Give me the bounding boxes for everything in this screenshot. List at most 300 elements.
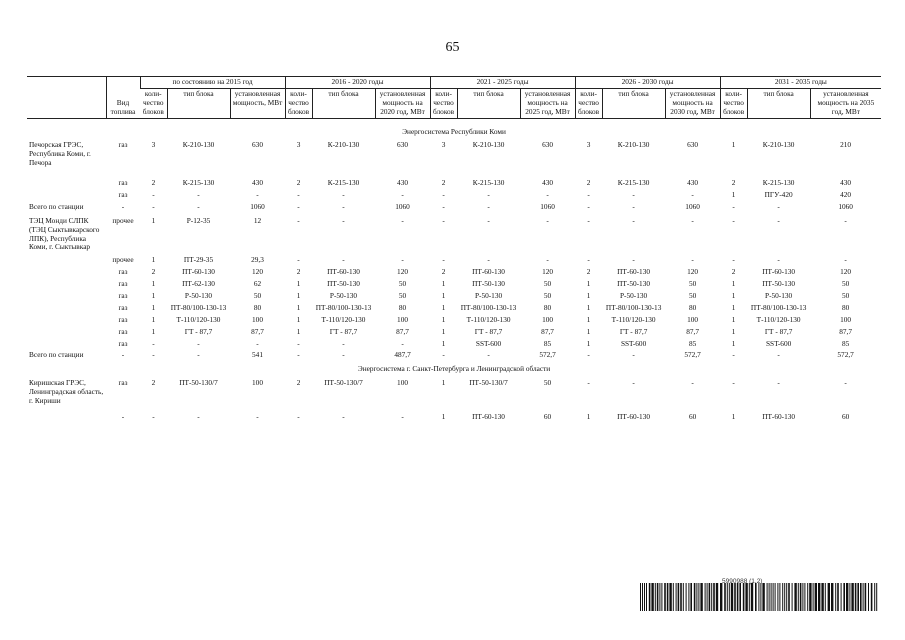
block-type: - (342, 350, 345, 360)
barcode-bar (751, 583, 753, 611)
block-count: 1 (586, 314, 591, 324)
station-name (27, 339, 106, 351)
block-type: - (632, 201, 635, 211)
barcode-bar (673, 583, 674, 611)
installed-capacity: 100 (397, 378, 408, 388)
barcode-bar (720, 583, 722, 611)
installed-capacity: 572,7 (539, 350, 556, 360)
header-count: коли-чество блоков (430, 88, 457, 118)
installed-capacity: 100 (252, 314, 263, 324)
block-count: 1 (731, 326, 736, 336)
block-count: 1 (296, 291, 301, 301)
barcode-bar (775, 583, 776, 611)
barcode-bar (709, 583, 711, 611)
fuel-type: газ (118, 378, 128, 388)
header-station (27, 77, 106, 119)
header-period: 2026 - 2030 годы (575, 77, 720, 89)
installed-capacity: 50 (398, 279, 407, 289)
block-type: - (487, 215, 490, 225)
installed-capacity: 85 (543, 338, 552, 348)
barcode-bar (707, 583, 708, 611)
barcode-bar (739, 583, 741, 611)
block-count: - (152, 411, 155, 421)
header-period: по состоянию на 2015 год (140, 77, 285, 89)
installed-capacity: - (546, 255, 549, 265)
installed-capacity: 80 (253, 302, 262, 312)
block-count: 1 (731, 314, 736, 324)
station-name (27, 291, 106, 303)
table-row (27, 267, 881, 279)
header-capacity: установленная мощность, МВт (230, 88, 285, 118)
installed-capacity: 80 (841, 302, 850, 312)
barcode-bar (716, 583, 718, 611)
block-type: - (342, 201, 345, 211)
barcode-bar (871, 583, 873, 611)
block-type: ПТ-50-130 (327, 279, 360, 289)
block-count: 2 (441, 178, 446, 188)
station-name: Печорская ГРЭС, Республика Коми, г. Печора (29, 140, 91, 168)
barcode-bar (767, 583, 768, 611)
station-name: ТЭЦ Монди СЛПК (ТЭЦ Сыктывкарского ЛПК), Республика Коми, г. Сыктывкар (29, 215, 100, 252)
installed-capacity: 29,3 (251, 255, 264, 265)
block-count: - (297, 255, 300, 265)
barcode-bar (773, 583, 774, 611)
installed-capacity: 100 (687, 314, 699, 324)
fuel-type: газ (118, 291, 128, 301)
barcode-bar (698, 583, 699, 611)
block-count: 1 (731, 338, 736, 348)
installed-capacity: 87,7 (251, 326, 264, 336)
block-type: ПТ-50-130 (617, 279, 650, 289)
block-count: - (297, 201, 300, 211)
fuel-type: прочее (112, 255, 134, 265)
block-type: - (632, 215, 635, 225)
barcode-bar (731, 583, 733, 611)
block-count: 2 (296, 178, 301, 188)
barcode-bar (792, 583, 793, 611)
block-type: - (197, 350, 200, 360)
barcode-bar (804, 583, 805, 611)
block-type: К-210-130 (762, 140, 795, 150)
barcode-bar (828, 583, 830, 611)
block-count: 2 (586, 267, 591, 277)
section-header (27, 362, 881, 378)
block-count: 1 (731, 140, 736, 150)
header-count: коли-чество блоков (720, 88, 747, 118)
block-count: - (442, 215, 445, 225)
block-count: 1 (441, 279, 446, 289)
block-count: - (732, 378, 735, 388)
installed-capacity: - (844, 255, 847, 265)
station-name (27, 315, 106, 327)
station-name (27, 178, 106, 190)
installed-capacity: - (546, 215, 549, 225)
block-type: - (487, 190, 490, 200)
barcode-bar (760, 583, 761, 611)
block-type: ПТ-60-130 (182, 267, 215, 277)
block-type: ПТ-60-130 (762, 267, 796, 277)
installed-capacity: 80 (543, 302, 552, 312)
fuel-type: - (121, 411, 125, 421)
block-count: - (297, 190, 300, 200)
installed-capacity: 60 (688, 411, 697, 421)
block-type: ГТ - 87,7 (474, 326, 503, 336)
installed-capacity: - (546, 190, 549, 200)
block-count: 1 (731, 411, 736, 421)
installed-capacity: 85 (841, 338, 850, 348)
installed-capacity: 210 (840, 140, 852, 150)
block-type: - (342, 255, 345, 265)
barcode-bar (743, 583, 745, 611)
block-count: - (297, 411, 300, 421)
block-type: Р-12-35 (186, 215, 211, 225)
block-count: 1 (441, 338, 446, 348)
barcode-bar (784, 583, 785, 611)
barcode-bar (724, 583, 726, 611)
barcode-bar (843, 583, 845, 611)
installed-capacity: 120 (687, 267, 699, 277)
installed-capacity: 630 (252, 140, 263, 150)
block-count: 1 (441, 314, 446, 324)
block-count: 1 (586, 291, 591, 301)
block-type: ГТ - 87,7 (619, 326, 648, 336)
block-count: 1 (151, 291, 156, 301)
block-type: - (197, 190, 200, 200)
table-body (27, 118, 881, 424)
block-count: - (297, 338, 300, 348)
barcode-number: 5990988 (1.2) (722, 578, 763, 585)
block-type: - (777, 378, 780, 388)
block-type: - (777, 350, 780, 360)
installed-capacity: 1060 (395, 201, 410, 211)
installed-capacity: 630 (397, 140, 408, 150)
block-type: Т-110/120-130 (321, 314, 366, 324)
installed-capacity: - (691, 190, 694, 200)
installed-capacity: - (401, 255, 404, 265)
block-type: ПТ-62-130 (182, 279, 215, 289)
barcode-bar (771, 583, 772, 611)
block-count: - (152, 201, 155, 211)
barcode-bar (705, 583, 706, 611)
header-type: тип блока (747, 88, 810, 118)
installed-capacity: - (401, 411, 404, 421)
block-count: 1 (151, 302, 156, 312)
barcode-bar (678, 583, 680, 611)
station-name (27, 412, 106, 424)
barcode-bar (686, 583, 687, 611)
block-type: - (777, 215, 780, 225)
block-type: - (632, 255, 635, 265)
header-period: 2021 - 2025 годы (430, 77, 575, 89)
block-count: 3 (441, 140, 446, 150)
barcode-bar (734, 583, 736, 611)
barcode-bar (664, 583, 666, 611)
block-count: - (732, 350, 735, 360)
barcode-bar (690, 583, 692, 611)
block-type: - (342, 411, 345, 421)
block-type: - (197, 201, 200, 211)
station-name (27, 279, 106, 291)
fuel-type: газ (118, 279, 128, 289)
table-row (27, 412, 881, 424)
barcode-bar (694, 583, 696, 611)
block-count: 1 (731, 279, 736, 289)
barcode-bar (786, 583, 787, 611)
block-type: Т-110/120-130 (756, 314, 801, 324)
block-count: 2 (151, 378, 156, 388)
block-count: 1 (441, 291, 446, 301)
installed-capacity: 1060 (250, 201, 265, 211)
installed-capacity: 430 (252, 178, 263, 188)
block-count: 3 (151, 140, 156, 150)
header-capacity: установленная мощность на 2030 год, МВт (665, 88, 720, 118)
block-count: 3 (586, 140, 591, 150)
barcode-bar (700, 583, 702, 611)
barcode-bar (809, 583, 811, 611)
power-plants-table (27, 76, 881, 424)
barcode-bar (860, 583, 862, 611)
barcode-bar (755, 583, 757, 611)
block-type: - (632, 190, 635, 200)
header-type: тип блока (602, 88, 665, 118)
header-type: тип блока (457, 88, 520, 118)
block-type: ПТ-80/100-130-13 (170, 302, 227, 312)
barcode-bar (769, 583, 770, 611)
installed-capacity: 50 (543, 378, 552, 388)
installed-capacity: 120 (252, 267, 263, 277)
barcode-bar (758, 583, 759, 611)
barcode-bar (855, 583, 857, 611)
section-header (27, 125, 881, 141)
barcode-bar (749, 583, 750, 611)
installed-capacity: - (256, 338, 259, 348)
installed-capacity: 100 (542, 314, 554, 324)
header-count: коли-чество блоков (285, 88, 312, 118)
table-row (27, 315, 881, 327)
barcode-bar (807, 583, 808, 611)
block-type: ГТ - 87,7 (329, 326, 358, 336)
station-name (27, 255, 106, 267)
block-count: 1 (296, 302, 301, 312)
header-fuel: Вид топлива (106, 77, 140, 119)
block-count: 1 (731, 291, 736, 301)
installed-capacity: 62 (253, 279, 262, 289)
block-count: 1 (441, 302, 446, 312)
block-type: - (487, 350, 490, 360)
station-name (27, 327, 106, 339)
block-type: К-215-130 (617, 178, 650, 188)
block-type: SST-600 (475, 338, 502, 348)
block-count: - (152, 338, 155, 348)
block-type: ПТ-80/100-130-13 (315, 302, 372, 312)
block-count: 1 (731, 190, 736, 200)
block-count: 1 (441, 326, 446, 336)
installed-capacity: 430 (542, 178, 554, 188)
barcode-bar (729, 583, 730, 611)
table-row (27, 140, 881, 178)
block-type: - (487, 201, 490, 211)
barcode-bar (659, 583, 660, 611)
block-type: Р-50-130 (474, 291, 503, 301)
table-row (27, 303, 881, 315)
page-number: 65 (445, 40, 460, 55)
block-count: 1 (296, 314, 301, 324)
block-count: - (297, 215, 300, 225)
section-title: Энергосистема Республики Коми (402, 126, 506, 136)
block-count: 1 (731, 302, 736, 312)
installed-capacity: 120 (542, 267, 554, 277)
block-type: - (632, 350, 635, 360)
installed-capacity: 100 (252, 378, 263, 388)
station-name: Всего по станции (29, 350, 84, 360)
barcode-bar (640, 583, 641, 611)
block-type: ПТ-80/100-130-13 (750, 302, 807, 312)
block-count: - (442, 201, 445, 211)
block-type: ПТ-60-130 (617, 411, 650, 421)
installed-capacity: 87,7 (396, 326, 409, 336)
barcode-bar (651, 583, 653, 611)
table-row (27, 178, 881, 190)
block-type: SST-600 (620, 338, 647, 348)
station-name (27, 303, 106, 315)
fuel-type: газ (118, 178, 128, 188)
installed-capacity: 50 (398, 291, 407, 301)
installed-capacity: 541 (252, 350, 263, 360)
barcode-bar (863, 583, 864, 611)
block-count: 1 (151, 326, 156, 336)
barcode-bar (868, 583, 869, 611)
station-name: Киришская ГРЭС, Ленинградская область, г. Кириши (29, 378, 104, 406)
barcode-bar (782, 583, 783, 611)
barcode-bar (727, 583, 728, 611)
table-header (27, 77, 881, 119)
block-count: 2 (151, 178, 156, 188)
block-count: - (442, 350, 445, 360)
barcode-bar (642, 583, 643, 611)
header-type: тип блока (167, 88, 230, 118)
table-row (27, 279, 881, 291)
block-type: Р-50-130 (329, 291, 358, 301)
block-count: 1 (586, 302, 591, 312)
barcode-bar (657, 583, 659, 611)
installed-capacity: 430 (687, 178, 699, 188)
installed-capacity: 60 (841, 411, 850, 421)
installed-capacity: 487,7 (394, 350, 411, 360)
barcode-bar (688, 583, 689, 611)
block-type: Р-50-130 (184, 291, 213, 301)
fuel-type: - (121, 201, 125, 211)
block-count: 1 (586, 279, 591, 289)
block-type: ПТ-50-130/7 (179, 378, 218, 388)
installed-capacity: 120 (840, 267, 852, 277)
block-count: 1 (296, 279, 301, 289)
block-count: 2 (296, 378, 301, 388)
block-count: 1 (441, 378, 446, 388)
block-type: - (777, 255, 780, 265)
block-type: ПТ-60-130 (472, 411, 505, 421)
installed-capacity: 50 (841, 291, 850, 301)
barcode-bar (669, 583, 671, 611)
block-type: ПТ-50-130 (472, 279, 505, 289)
installed-capacity: 50 (688, 279, 697, 289)
block-count: - (732, 255, 735, 265)
barcode-bar (777, 583, 778, 611)
installed-capacity: - (691, 255, 694, 265)
fuel-type: газ (118, 302, 128, 312)
header-type: тип блока (312, 88, 375, 118)
barcode-bar (779, 583, 780, 611)
installed-capacity: 1060 (685, 201, 700, 211)
barcode-bar (846, 583, 848, 611)
table-row (27, 378, 881, 412)
block-type: - (197, 411, 200, 421)
block-type: ПТ-60-130 (617, 267, 650, 277)
table-row (27, 339, 881, 351)
block-count: 1 (151, 314, 156, 324)
installed-capacity: 87,7 (541, 326, 554, 336)
barcode-bar (680, 583, 682, 611)
block-type: Т-110/120-130 (466, 314, 511, 324)
block-type: - (487, 255, 490, 265)
barcode-bar (713, 583, 715, 611)
block-count: - (587, 255, 590, 265)
installed-capacity: - (844, 215, 847, 225)
block-type: К-215-130 (327, 178, 360, 188)
block-count: 1 (151, 255, 156, 265)
installed-capacity: 430 (840, 178, 852, 188)
block-count: 1 (586, 338, 591, 348)
barcode-bar (676, 583, 677, 611)
block-type: К-210-130 (617, 140, 650, 150)
block-type: ГТ - 87,7 (764, 326, 793, 336)
block-count: 2 (151, 267, 156, 277)
barcode-bar (800, 583, 802, 611)
barcode-bar (737, 583, 739, 611)
block-count: - (587, 201, 590, 211)
block-count: - (152, 350, 155, 360)
table-row (27, 190, 881, 202)
header-period: 2031 - 2035 годы (720, 77, 881, 89)
installed-capacity: 1060 (838, 201, 853, 211)
installed-capacity: 630 (687, 140, 699, 150)
block-count: 2 (441, 267, 446, 277)
barcode-bar (683, 583, 684, 611)
installed-capacity: 87,7 (686, 326, 699, 336)
barcode-bar (837, 583, 839, 611)
table-row (27, 327, 881, 339)
installed-capacity: 50 (841, 279, 850, 289)
barcode-bar (788, 583, 790, 611)
barcode-bar (802, 583, 803, 611)
barcode-bar (876, 583, 877, 611)
installed-capacity: 630 (542, 140, 554, 150)
block-type: - (342, 215, 345, 225)
block-count: - (442, 190, 445, 200)
barcode-bar (696, 583, 697, 611)
block-type: - (342, 338, 345, 348)
block-type: ПТ-50-130/7 (324, 378, 363, 388)
barcode-bar (818, 583, 820, 611)
block-count: - (732, 215, 735, 225)
block-type: ПГУ-420 (764, 190, 793, 200)
installed-capacity: - (691, 378, 694, 388)
installed-capacity: 420 (840, 190, 852, 200)
table-row (27, 202, 881, 216)
block-count: 3 (296, 140, 301, 150)
block-type: ПТ-60-130 (472, 267, 505, 277)
installed-capacity: 572,7 (684, 350, 701, 360)
installed-capacity: 100 (397, 314, 408, 324)
